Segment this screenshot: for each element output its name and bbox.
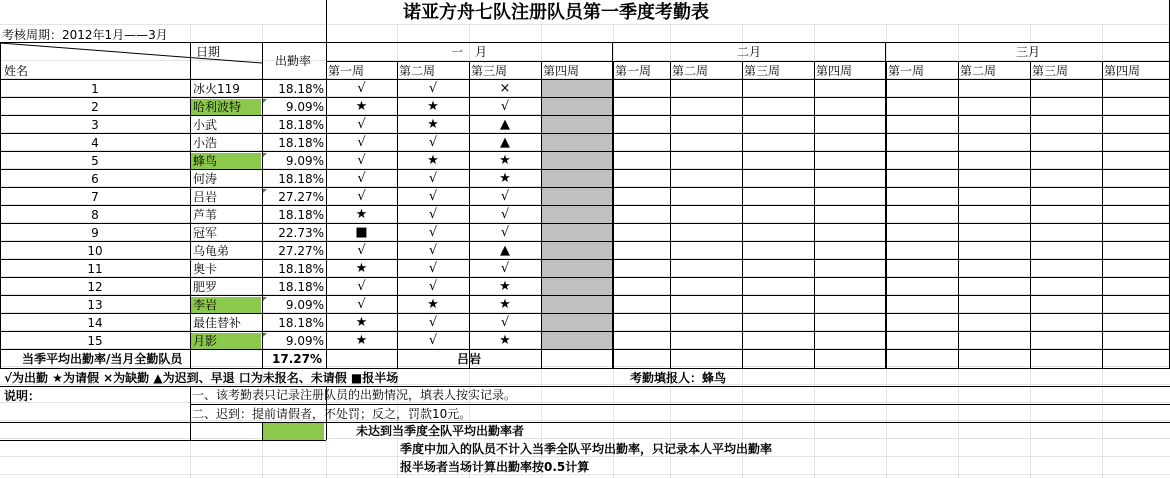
attendance-mark: √ — [428, 279, 438, 294]
attendance-mark: √ — [428, 135, 438, 150]
row-number: 7 — [91, 190, 99, 204]
week-header: 第一周 — [615, 64, 652, 78]
attendance-mark: ★ — [427, 153, 439, 168]
row-number: 4 — [91, 136, 99, 150]
row-number: 14 — [87, 316, 103, 330]
attendance-mark: √ — [357, 81, 366, 96]
row-number: 6 — [91, 172, 99, 186]
period-label: 考核周期：2012年1月——3月 — [2, 28, 168, 42]
attendance-mark: √ — [357, 279, 366, 294]
attendance-rate: 18.18% — [278, 316, 324, 330]
week-header: 第三周 — [471, 64, 508, 78]
week-header: 第一周 — [328, 64, 365, 78]
attendance-mark: ★ — [499, 297, 511, 312]
reporter-label: 考勤填报人：蜂鸟 — [630, 371, 727, 385]
attendance-mark: ★ — [499, 153, 511, 168]
attendance-mark: ▲ — [500, 135, 510, 150]
attendance-mark: ★ — [355, 207, 368, 222]
attendance-rate: 27.27% — [278, 190, 324, 204]
member-name: 肥罗 — [193, 280, 218, 294]
attendance-mark: ★ — [499, 279, 511, 294]
attendance-mark: ■ — [355, 225, 368, 240]
row-number: 1 — [91, 82, 99, 96]
attendance-mark: √ — [428, 171, 438, 186]
attendance-mark: √ — [357, 243, 366, 258]
member-name: 冰火119 — [193, 82, 240, 96]
row-number: 5 — [91, 154, 99, 168]
attendance-mark: √ — [357, 189, 366, 204]
summary-label: 当季平均出勤率/当月全勤队员 — [22, 352, 183, 366]
attendance-rate: 9.09% — [285, 334, 324, 348]
member-name: 奥卡 — [193, 262, 218, 276]
attendance-mark: √ — [500, 261, 510, 276]
row-number: 11 — [87, 262, 103, 276]
member-name: 吕岩 — [193, 190, 218, 204]
attendance-rate: 18.18% — [278, 262, 324, 276]
notes-label: 说明： — [4, 389, 41, 403]
attendance-mark: √ — [428, 261, 438, 276]
member-name: 何涛 — [193, 172, 218, 186]
attendance-mark: √ — [428, 243, 438, 258]
member-name: 李岩 — [193, 298, 218, 312]
week-header: 第一周 — [888, 64, 925, 78]
attendance-mark: √ — [500, 315, 510, 330]
attendance-rate: 18.18% — [278, 172, 324, 186]
attendance-mark: ★ — [427, 99, 439, 114]
full-attendance-member: 吕岩 — [456, 352, 481, 366]
attendance-mark: √ — [500, 99, 510, 114]
week-header: 第四周 — [816, 64, 853, 78]
attendance-rate-header: 出勤率 — [274, 54, 311, 68]
header-diagonal-line — [0, 42, 262, 64]
attendance-mark: √ — [500, 207, 510, 222]
attendance-mark: √ — [428, 81, 438, 96]
note-item-2: 二、迟到：提前请假者，不处罚；反之，罚款10元。 — [192, 407, 472, 421]
member-name: 哈利波特 — [193, 100, 242, 114]
month-header-feb: 二月 — [736, 45, 761, 59]
name-header: 姓名 — [4, 64, 29, 78]
attendance-rate: 18.18% — [278, 136, 324, 150]
row-number: 3 — [91, 118, 99, 132]
attendance-rate: 9.09% — [285, 100, 324, 114]
week-header: 第四周 — [1104, 64, 1141, 78]
attendance-mark: √ — [500, 225, 510, 240]
attendance-mark: ★ — [499, 333, 511, 348]
attendance-mark: ★ — [499, 171, 511, 186]
row-number: 13 — [87, 298, 103, 312]
attendance-mark: ▲ — [500, 243, 510, 258]
row-number: 10 — [87, 244, 103, 258]
attendance-rate: 9.09% — [285, 298, 324, 312]
member-name: 冠军 — [193, 226, 218, 240]
row-number: 2 — [91, 100, 99, 114]
member-name: 月影 — [193, 334, 218, 348]
page-title: 诺亚方舟七队注册队员第一季度考勤表 — [403, 2, 709, 23]
attendance-rate: 18.18% — [278, 280, 324, 294]
attendance-mark: √ — [428, 333, 438, 348]
attendance-rate: 27.27% — [278, 244, 324, 258]
attendance-mark: √ — [357, 171, 366, 186]
member-name: 蜂鸟 — [193, 154, 218, 168]
month-header-jan: 一 月 — [450, 45, 487, 59]
attendance-mark: ★ — [355, 315, 368, 330]
attendance-mark: √ — [428, 207, 438, 222]
attendance-mark: √ — [428, 189, 438, 204]
attendance-rate: 22.73% — [278, 226, 324, 240]
below-average-note: 未达到当季度全队平均出勤率者 — [356, 424, 525, 438]
attendance-mark: √ — [357, 135, 366, 150]
note-item-1: 一、该考勤表只记录注册队员的出勤情况，填表人按实记录。 — [192, 388, 517, 402]
member-name: 小浩 — [193, 136, 218, 150]
half-game-note: 报半场者当场计算出勤率按0.5计算 — [400, 460, 590, 474]
attendance-rate: 18.18% — [278, 82, 324, 96]
member-name: 乌龟弟 — [193, 244, 230, 258]
attendance-mark: ★ — [355, 261, 368, 276]
attendance-rate: 9.09% — [285, 154, 324, 168]
week-header: 第二周 — [399, 64, 436, 78]
attendance-mark: √ — [357, 297, 366, 312]
week-header: 第二周 — [672, 64, 709, 78]
attendance-mark: ★ — [355, 333, 368, 348]
date-header: 日期 — [196, 45, 221, 59]
member-name: 最佳替补 — [193, 316, 242, 330]
attendance-mark: √ — [357, 117, 366, 132]
attendance-mark: ★ — [355, 99, 368, 114]
attendance-mark: ▲ — [500, 117, 510, 132]
attendance-rate: 18.18% — [278, 118, 324, 132]
attendance-mark: √ — [428, 225, 438, 240]
attendance-rate: 18.18% — [278, 208, 324, 222]
row-number: 12 — [87, 280, 103, 294]
row-number: 9 — [91, 226, 99, 240]
attendance-mark: √ — [428, 315, 438, 330]
week-header: 第四周 — [543, 64, 580, 78]
member-name: 小武 — [193, 118, 218, 132]
legend-text: √为出勤 ★为请假 ×为缺勤 ▲为迟到、早退 口为未报名、未请假 ■报半场 — [4, 371, 399, 385]
week-header: 第三周 — [1032, 64, 1069, 78]
green-legend-swatch — [262, 423, 324, 440]
attendance-mark: √ — [357, 153, 366, 168]
member-name: 芦苇 — [193, 208, 218, 222]
attendance-mark: √ — [500, 189, 510, 204]
week-header: 第三周 — [744, 64, 781, 78]
attendance-mark: × — [499, 81, 511, 96]
month-header-mar: 三月 — [1015, 45, 1040, 59]
midseason-note: 季度中加入的队员不计入当季全队平均出勤率，只记录本人平均出勤率 — [400, 442, 773, 456]
season-average-rate: 17.27% — [272, 352, 322, 366]
attendance-mark: ★ — [427, 117, 439, 132]
week-header: 第二周 — [960, 64, 997, 78]
week4-jan-fill — [541, 80, 613, 350]
row-number: 8 — [91, 208, 99, 222]
row-number: 15 — [87, 334, 103, 348]
attendance-mark: ★ — [427, 297, 439, 312]
